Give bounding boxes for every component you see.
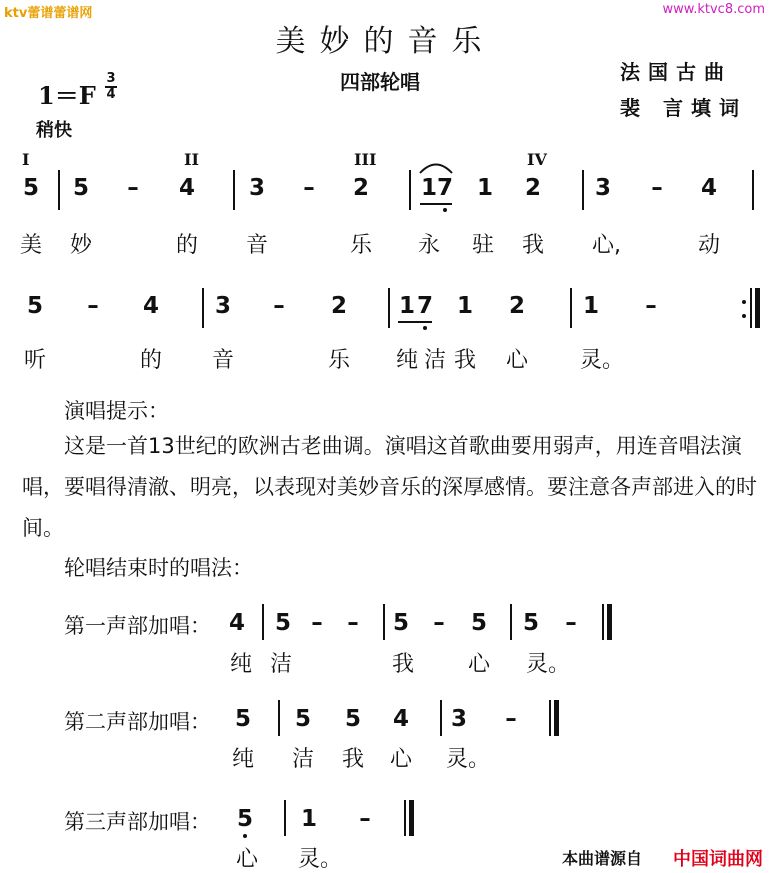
note: 1 xyxy=(456,293,473,319)
lyric: 我 xyxy=(342,747,365,772)
note: 5 xyxy=(470,610,487,636)
note: 2 xyxy=(524,175,541,201)
repeat-barline-thick xyxy=(755,288,760,328)
lyric: 纯 xyxy=(232,747,255,772)
note: 1 xyxy=(398,293,415,319)
note: 1 xyxy=(582,293,599,319)
note: 2 xyxy=(352,175,369,201)
part-marker-1: I xyxy=(22,150,30,169)
watermark-left: ktv蕾谱蕾谱网 xyxy=(4,6,93,21)
final-barline-thick xyxy=(554,700,559,736)
final-barline-thin xyxy=(602,604,604,640)
barline xyxy=(440,700,442,736)
part3-label: 第三声部加唱： xyxy=(64,810,211,834)
final-barline-thin xyxy=(404,800,406,836)
lyric: 灵。 xyxy=(446,747,491,772)
note: – xyxy=(505,706,517,732)
lyric: 驻 xyxy=(472,233,495,258)
lyric: 音 xyxy=(246,233,269,258)
lyric: 音 xyxy=(212,348,235,373)
note: – xyxy=(303,175,315,201)
barline xyxy=(278,700,280,736)
note: 5 xyxy=(344,706,361,732)
lyric: 纯 xyxy=(230,652,253,677)
lyric: 的 xyxy=(176,233,199,258)
barline xyxy=(510,604,512,640)
note: 4 xyxy=(228,610,245,636)
note: 7 xyxy=(416,293,433,319)
final-barline-thick xyxy=(607,604,612,640)
barline xyxy=(388,288,390,328)
note: – xyxy=(127,175,139,201)
part-marker-2: II xyxy=(184,150,199,169)
note: – xyxy=(645,293,657,319)
lyric: 永 xyxy=(418,233,441,258)
time-bottom: 4 xyxy=(106,87,116,102)
note: 2 xyxy=(330,293,347,319)
note: 5 xyxy=(22,175,39,201)
note: 5 xyxy=(234,706,251,732)
source-label: 本曲谱源自 xyxy=(562,849,643,868)
part-marker-3: III xyxy=(354,150,377,169)
barline xyxy=(262,604,264,640)
tempo-marking: 稍快 xyxy=(36,120,72,141)
note: 3 xyxy=(450,706,467,732)
barline xyxy=(582,170,584,210)
note: 4 xyxy=(142,293,159,319)
note: 3 xyxy=(214,293,231,319)
note: 5 xyxy=(236,806,253,832)
lyric: 动 xyxy=(698,233,721,258)
lyric: 乐 xyxy=(328,348,351,373)
note: 4 xyxy=(392,706,409,732)
repeat-barline-thin xyxy=(750,288,752,328)
note: 4 xyxy=(178,175,195,201)
lyric: 美 xyxy=(20,233,43,258)
lyric: 我 xyxy=(454,348,477,373)
lyric: 心 xyxy=(506,348,529,373)
note: – xyxy=(311,610,323,636)
subtitle: 四部轮唱 xyxy=(340,70,420,94)
final-barline-thick xyxy=(409,800,414,836)
note: – xyxy=(347,610,359,636)
barline xyxy=(752,170,754,210)
repeat-dot xyxy=(742,300,746,304)
low-octave-dot xyxy=(423,326,427,330)
lyric: 的 xyxy=(140,348,163,373)
final-barline-thin xyxy=(549,700,551,736)
time-top: 3 xyxy=(106,71,116,86)
lyric: 纯 xyxy=(396,348,419,373)
lyric: 我 xyxy=(392,652,415,677)
lyric: 灵。 xyxy=(526,652,571,677)
lyric: 心, xyxy=(592,233,621,258)
note: – xyxy=(651,175,663,201)
note: 5 xyxy=(26,293,43,319)
barline xyxy=(383,604,385,640)
source-site-link[interactable]: 中国词曲网 xyxy=(673,849,763,870)
note: 2 xyxy=(508,293,525,319)
barline xyxy=(58,170,60,210)
barline xyxy=(409,170,411,210)
note: – xyxy=(273,293,285,319)
ending-title: 轮唱结束时的唱法： xyxy=(64,556,253,580)
note: 7 xyxy=(436,175,453,201)
low-octave-dot xyxy=(243,834,247,838)
lyric: 洁 xyxy=(424,348,447,373)
barline xyxy=(570,288,572,328)
note: 1 xyxy=(420,175,437,201)
lyric: 我 xyxy=(522,233,545,258)
lyric: 乐 xyxy=(350,233,373,258)
barline xyxy=(233,170,235,210)
eighth-underline xyxy=(420,203,452,205)
part2-label: 第二声部加唱： xyxy=(64,710,211,734)
lyric: 心 xyxy=(236,847,259,872)
note: 4 xyxy=(700,175,717,201)
lyric: 妙 xyxy=(70,233,93,258)
note: 5 xyxy=(392,610,409,636)
origin-credit: 法国古曲 xyxy=(620,60,732,84)
note: 5 xyxy=(72,175,89,201)
watermark-right: www.ktvc8.com xyxy=(662,2,765,17)
hint-paragraph: 这是一首13世纪的欧洲古老曲调。演唱这首歌曲要用弱声，用连音唱法演唱，要唱得清澈、明亮，以表现对美妙音乐的深厚感情。要注意各声部进入的时间。 xyxy=(22,434,757,540)
slur-mark xyxy=(418,160,454,174)
repeat-dot xyxy=(742,314,746,318)
note: – xyxy=(565,610,577,636)
note: 5 xyxy=(294,706,311,732)
note: 1 xyxy=(476,175,493,201)
note: – xyxy=(433,610,445,636)
time-signature xyxy=(105,72,117,102)
hint-title: 演唱提示： xyxy=(64,399,169,423)
lyric: 心 xyxy=(468,652,491,677)
note: – xyxy=(359,806,371,832)
lyricist-credit: 裴 言填词 xyxy=(620,96,747,120)
part1-label: 第一声部加唱： xyxy=(64,614,211,638)
note: – xyxy=(87,293,99,319)
note: 1 xyxy=(300,806,317,832)
note: 3 xyxy=(594,175,611,201)
barline xyxy=(284,800,286,836)
note: 3 xyxy=(248,175,265,201)
note: 5 xyxy=(274,610,291,636)
part-marker-4: IV xyxy=(527,150,547,169)
barline xyxy=(202,288,204,328)
lyric: 洁 xyxy=(292,747,315,772)
song-title: 美妙的音乐 xyxy=(275,24,496,59)
lyric: 灵。 xyxy=(580,348,625,373)
key-signature: 1＝F xyxy=(38,81,96,110)
eighth-underline xyxy=(398,321,432,323)
lyric: 洁 xyxy=(270,652,293,677)
lyric: 听 xyxy=(24,348,47,373)
low-octave-dot xyxy=(443,208,447,212)
note: 5 xyxy=(522,610,539,636)
lyric: 灵。 xyxy=(298,847,343,872)
lyric: 心 xyxy=(390,747,413,772)
